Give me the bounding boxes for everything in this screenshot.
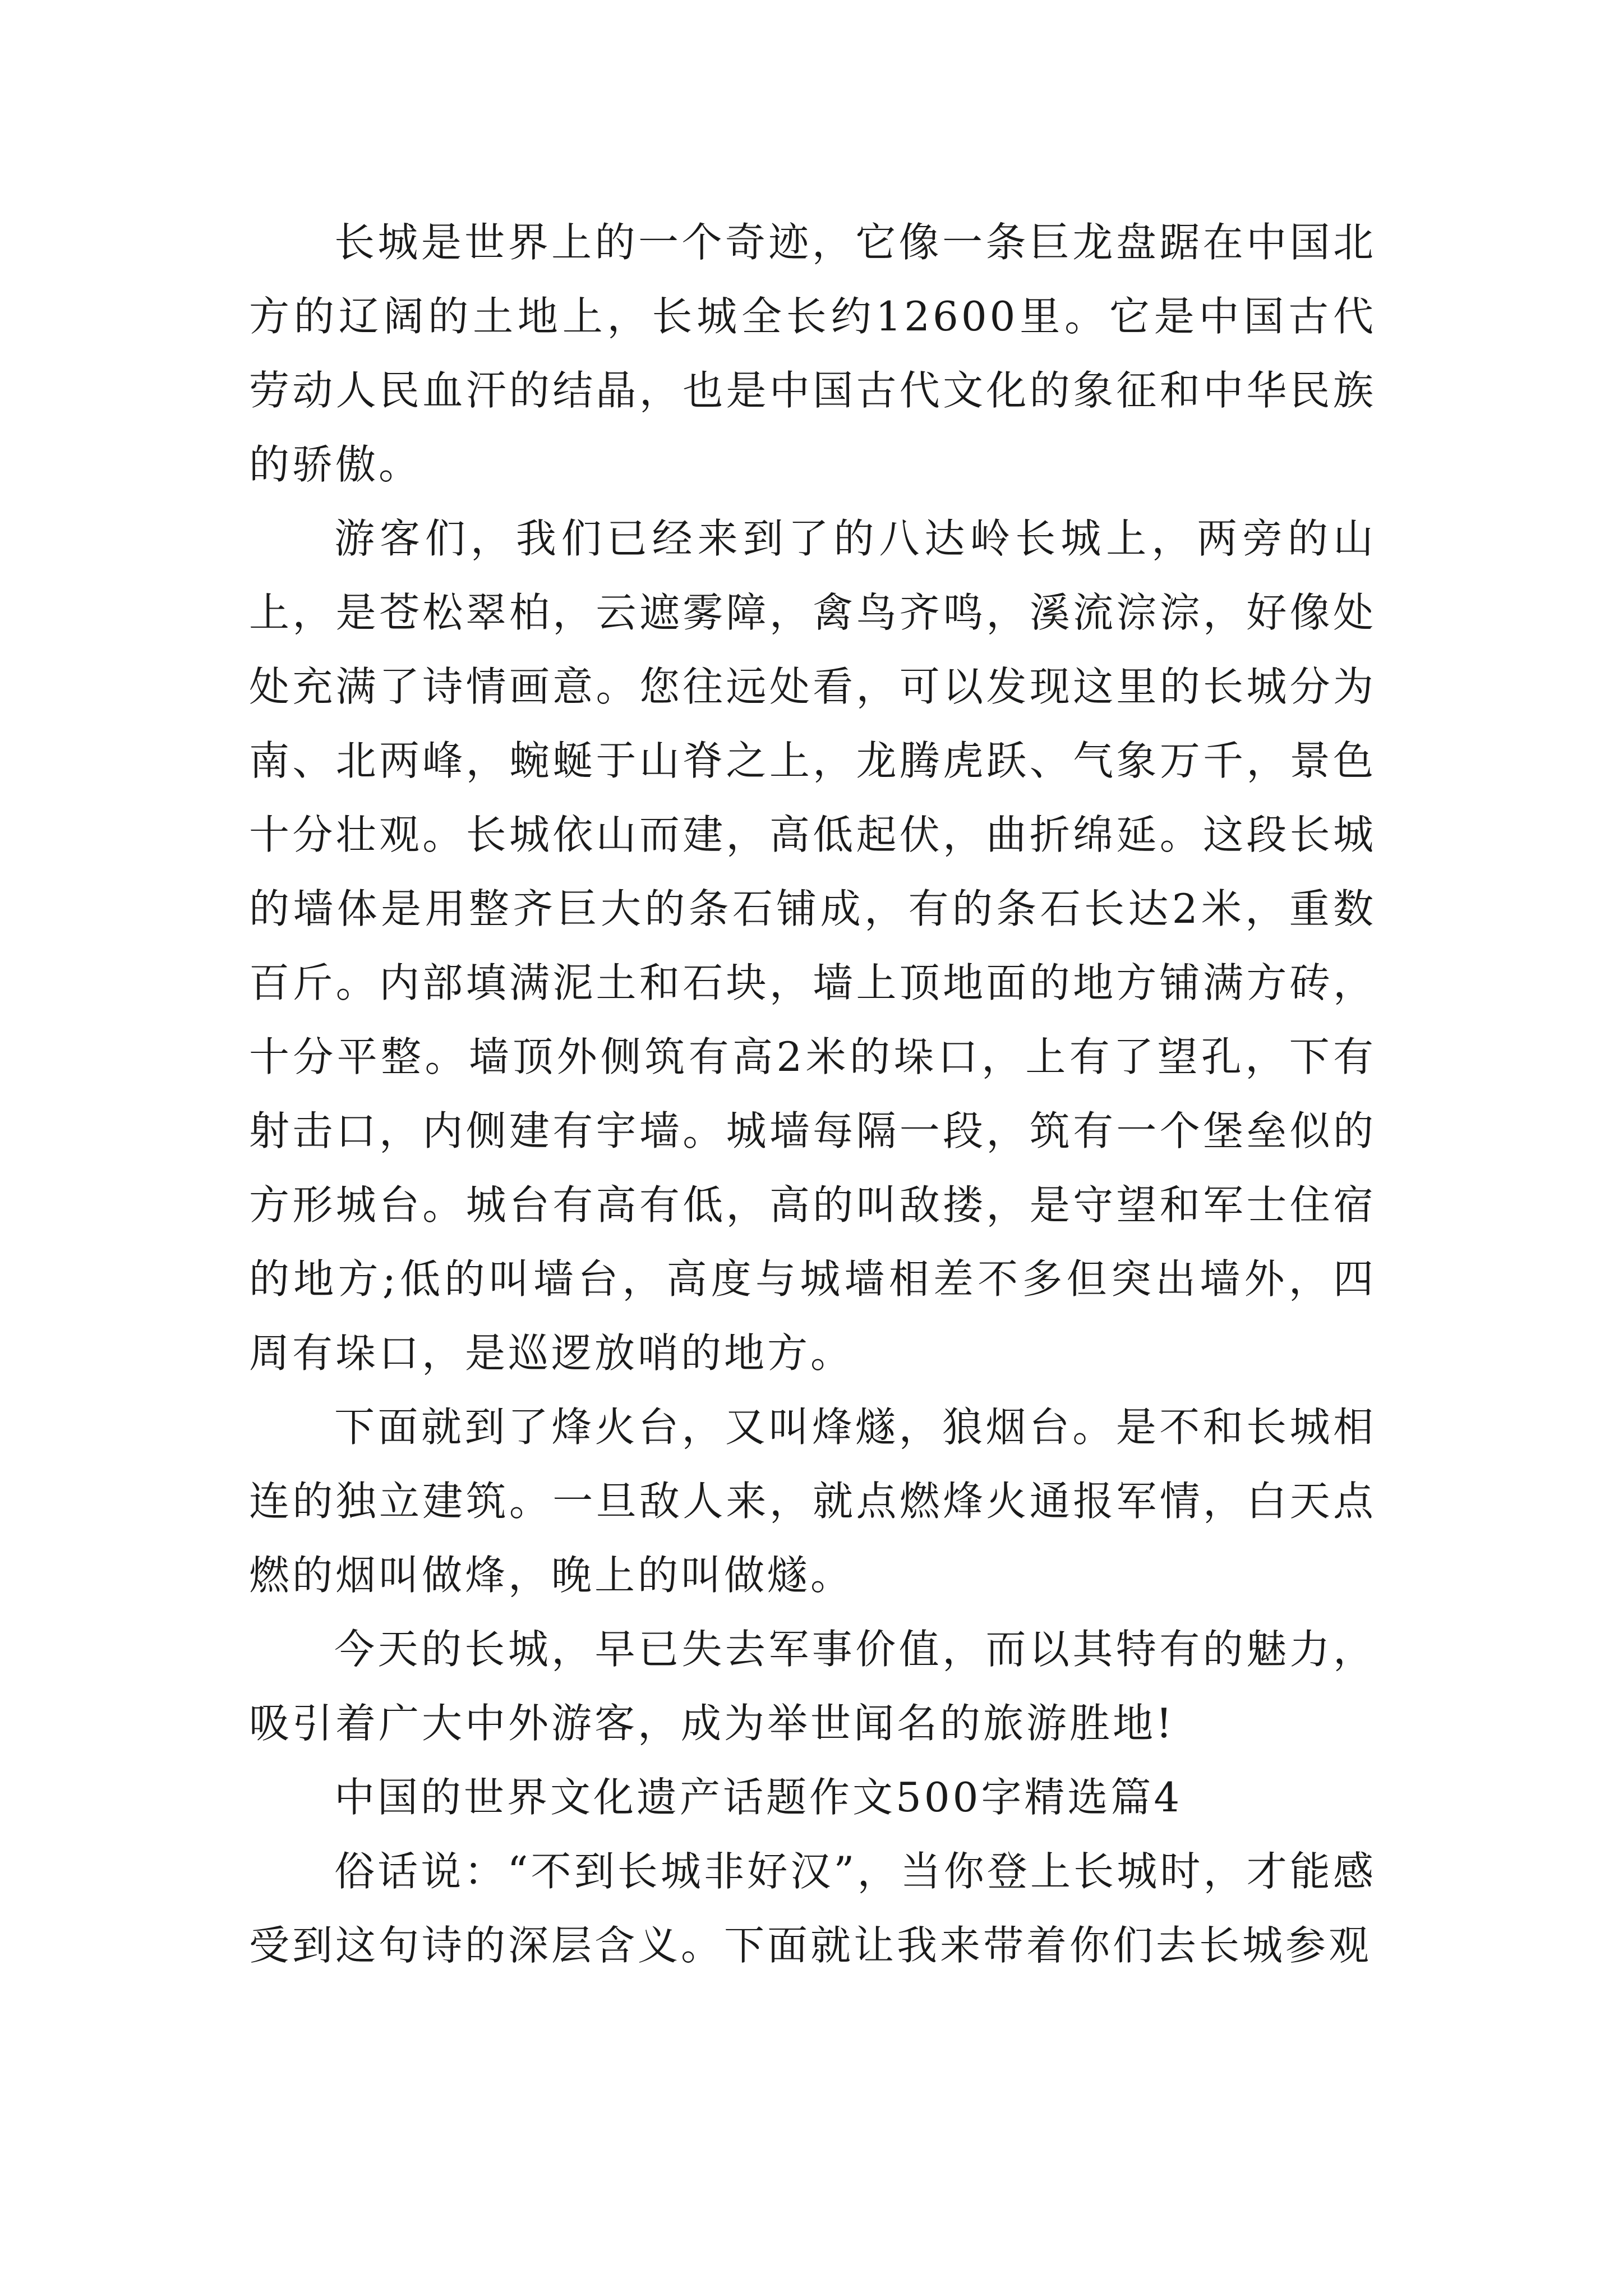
- section-heading: 中国的世界文化遗产话题作文500字精选篇4: [334, 1774, 1183, 1821]
- paragraph-proverb: 俗话说：“不到长城非好汉”，当你登上长城时，才能感受到这句诗的深层含义。下面就让我来带着你们去长城参观: [249, 1848, 1376, 1969]
- document-body: [249, 205, 1376, 1982]
- paragraph-tourism-today: 今天的长城，早已失去军事价值，而以其特有的魅力，吸引着广大中外游客，成为举世闻名的旅游胜地!: [249, 1626, 1376, 1747]
- paragraph-badaling-description: 游客们，我们已经来到了的八达岭长城上，两旁的山上，是苍松翠柏，云遮雾障，禽鸟齐鸣，溪流淙淙，好像处处充满了诗情画意。您往远处看，可以发现这里的长城分为南、北两峰，蜿蜒于山脊之上，龙腾虎跃、气象万千，景色十分壮观。长城依山而建，高低起伏，曲折绵延。这段长城的墙体是用整齐巨大的条石铺成，有的条石长达2米，重数百斤。内部填满泥土和石块，墙上顶地面的地方铺满方砖，十分平整。墙顶外侧筑有高2米的垛口，上有了望孔，下有射击口，内侧建有宇墙。城墙每隔一段，筑有一个堡垒似的方形城台。城台有高有低，高的叫敌搂，是守望和军士住宿的地方;低的叫墙台，高度与城墙相差不多但突出墙外，四周有垛口，是巡逻放哨的地方。: [249, 515, 1376, 1377]
- paragraph-great-wall-intro: 长城是世界上的一个奇迹，它像一条巨龙盘踞在中国北方的辽阔的土地上，长城全长约12600里。它是中国古代劳动人民血汗的结晶，也是中国古代文化的象征和中华民族的骄傲。: [249, 219, 1376, 488]
- paragraph-beacon-tower: 下面就到了烽火台，又叫烽燧，狼烟台。是不和长城相连的独立建筑。一旦敌人来，就点燃烽火通报军情，白天点燃的烟叫做烽，晚上的叫做燧。: [249, 1404, 1376, 1599]
